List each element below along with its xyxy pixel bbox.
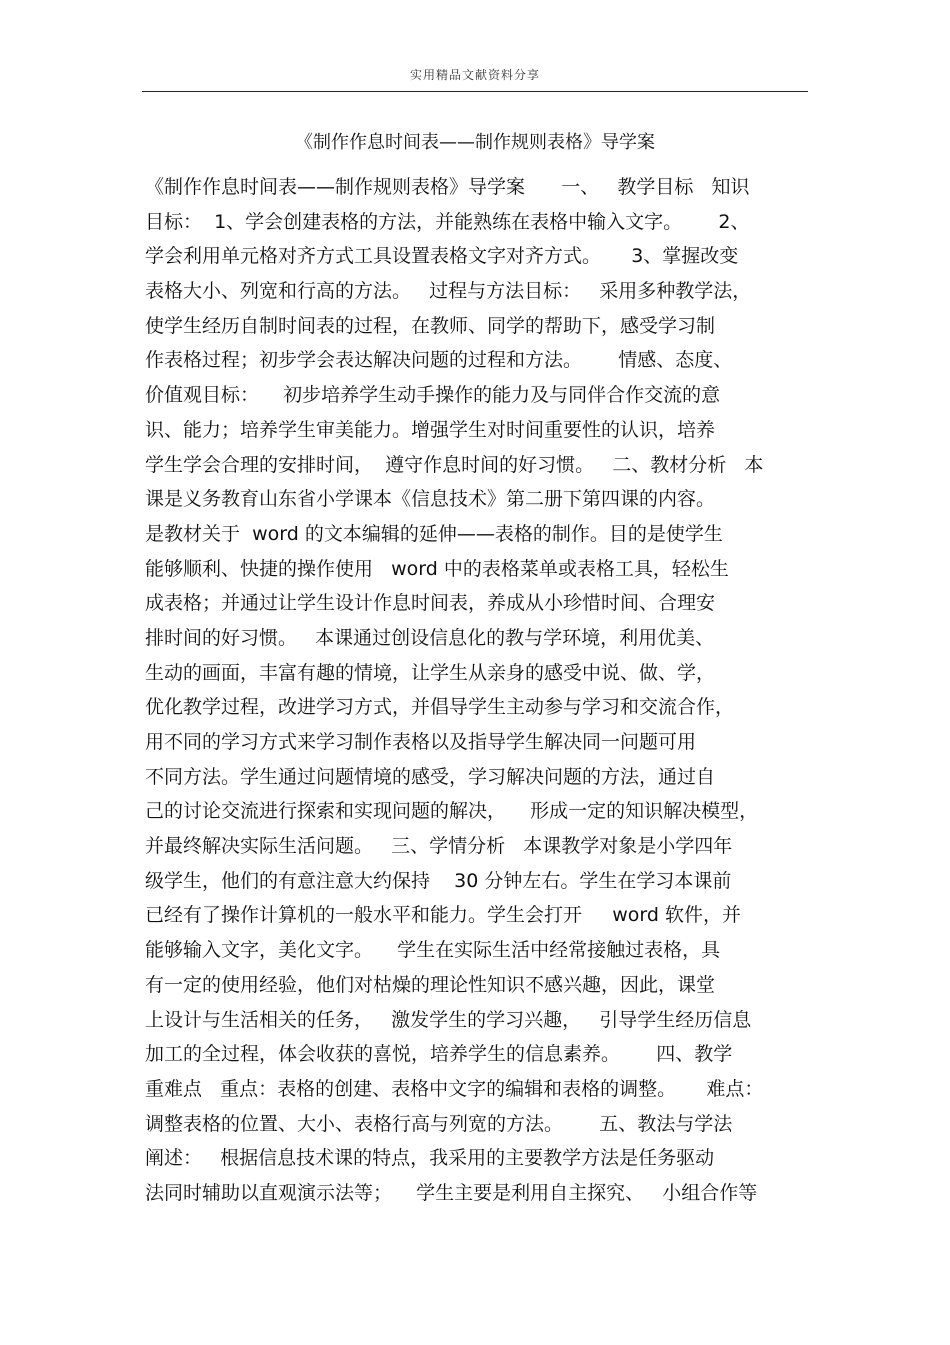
body-line: 使学生经历自制时间表的过程，在教师、同学的帮助下，感受学习制 bbox=[145, 314, 716, 337]
body-line: 课是义务教育山东省小学课本《信息技术》第二册下第四课的内容。 bbox=[145, 488, 716, 511]
body-line: 不同方法。学生通过问题情境的感受，学习解决问题的方法，通过自 bbox=[145, 765, 716, 788]
body-line: 已经有了操作计算机的一般水平和能力。学生会打开 word 软件，并 bbox=[145, 904, 741, 927]
body-line: 作表格过程；初步学会表达解决问题的过程和方法。 情感、态度、 bbox=[145, 349, 733, 372]
body-line: 优化教学过程，改进学习方式，并倡导学生主动参与学习和交流合作， bbox=[145, 696, 735, 719]
body-line: 加工的全过程，体会收获的喜悦，培养学生的信息素养。 四、教学 bbox=[145, 1043, 733, 1066]
body-line: 有一定的使用经验，他们对枯燥的理论性知识不感兴趣，因此，课堂 bbox=[145, 973, 716, 996]
body-line: 成表格；并通过让学生设计作息时间表，养成从小珍惜时间、合理安 bbox=[145, 592, 716, 615]
header-divider bbox=[142, 91, 808, 92]
document-body bbox=[145, 175, 825, 1216]
body-line: 调整表格的位置、大小、表格行高与列宽的方法。 五、教法与学法 bbox=[145, 1112, 733, 1135]
body-line: 生动的画面，丰富有趣的情境，让学生从亲身的感受中说、做、学， bbox=[145, 661, 716, 684]
body-line: 价值观目标： 初步培养学生动手操作的能力及与同伴合作交流的意 bbox=[145, 384, 721, 407]
document-title: 《制作作息时间表——制作规则表格》导学案 bbox=[295, 132, 655, 153]
body-line: 己的讨论交流进行探索和实现问题的解决， 形成一定的知识解决模型， bbox=[145, 800, 759, 823]
body-line: 能够输入文字，美化文字。 学生在实际生活中经常接触过表格，具 bbox=[145, 939, 721, 962]
body-line: 并最终解决实际生活问题。 三、学情分析 本课教学对象是小学四年 bbox=[145, 835, 733, 858]
body-line: 重难点 重点：表格的创建、表格中文字的编辑和表格的调整。 难点： bbox=[145, 1077, 764, 1100]
body-line: 学会利用单元格对齐方式工具设置表格文字对齐方式。 3、掌握改变 bbox=[145, 245, 739, 268]
body-line: 用不同的学习方式来学习制作表格以及指导学生解决同一问题可用 bbox=[145, 731, 697, 753]
body-line: 表格大小、列宽和行高的方法。 过程与方法目标： 采用多种教学法， bbox=[145, 280, 752, 303]
body-line: 是教材关于 word 的文本编辑的延伸——表格的制作。目的是使学生 bbox=[145, 522, 723, 545]
page-header: 实用精品文献资料分享 bbox=[409, 68, 540, 82]
body-line: 《制作作息时间表——制作规则表格》导学案 一、 教学目标 知识 bbox=[145, 176, 750, 198]
body-line: 法同时辅助以直观演示法等； 学生主要是利用自主探究、 小组合作等 bbox=[145, 1181, 758, 1204]
body-line: 目标： 1、学会创建表格的方法，并能熟练在表格中输入文字。 2、 bbox=[145, 210, 750, 233]
body-line: 排时间的好习惯。 本课通过创设信息化的教与学环境，利用优美、 bbox=[145, 626, 715, 649]
body-line: 阐述： 根据信息技术课的特点，我采用的主要教学方法是任务驱动 bbox=[145, 1147, 715, 1170]
body-line: 识、能力；培养学生审美能力。增强学生对时间重要性的认识，培养 bbox=[145, 418, 716, 441]
body-line: 学生学会合理的安排时间， 遵守作息时间的好习惯。 二、教材分析 本 bbox=[145, 453, 764, 476]
body-line: 级学生，他们的有意注意大约保持 30 分钟左右。学生在学习本课前 bbox=[145, 869, 732, 892]
body-line: 上设计与生活相关的任务， 激发学生的学习兴趣， 引导学生经历信息 bbox=[145, 1008, 752, 1031]
body-line: 能够顺利、快捷的操作使用 word 中的表格菜单或表格工具，轻松生 bbox=[145, 557, 729, 580]
